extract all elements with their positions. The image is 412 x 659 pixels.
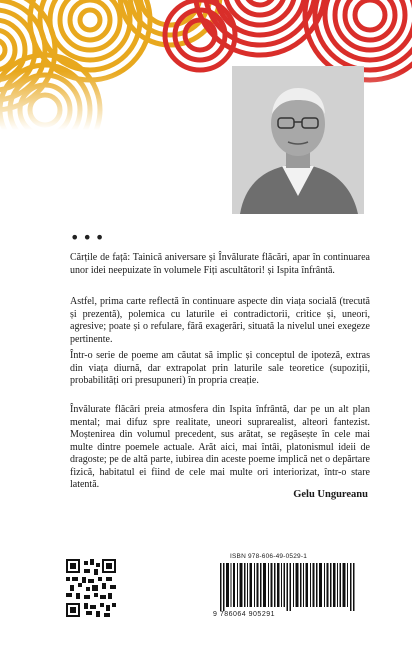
barcode-icon	[220, 563, 360, 611]
paragraph-3: Într-o serie de poeme am căutat să implic și conceptul de ipoteză, extras din viața diurnă, dar extrapolat prin laturile sale teoretice (supoziții, probabilități ori presupuneri) în propria creație.	[70, 350, 370, 386]
isbn-text: ISBN 978-606-49-0529-1	[230, 553, 308, 560]
paragraph-4: Învălurate flăcări preia atmosfera din Ispita înfrântă, dar pe un alt plan mental; mai difuz spre realitate, uneori suprarealist, alteori fantezist. Moștenirea din volumul precedent, sus arătat, se regăsește în cele mai multe dintre poemele actuale. Arăt aici, mai întâi, platonismul ideii de dragoste; pe de altă parte, iubirea din aceste poeme implică net o depărtare fizică, habitatul ei fiind de cele mai multe ori interiorizat, într-o stare latentă.	[70, 404, 370, 490]
section-dots: •••	[70, 228, 108, 247]
author-photo	[232, 66, 364, 214]
author-signature: Gelu Ungureanu	[293, 489, 368, 500]
paragraph-2: Astfel, prima carte reflectă în continuare aspecte din viața socială (trecută și prezentă), polemica cu laturile ei contradictorii, critice și, uneori, agresive; poate și o refulare, fără exagerări, situată la nivelul unei exegeze pertinente.	[70, 296, 370, 345]
ean-digits: 9 786064 905291	[213, 611, 275, 618]
qr-code-icon	[66, 559, 116, 617]
paragraph-1: Cărțile de față: Tainică aniversare și Învălurate flăcări, apar în continuarea unor idei neepuizate în volumele Fiți ascultători! și Ispita înfrântă.	[70, 252, 370, 276]
